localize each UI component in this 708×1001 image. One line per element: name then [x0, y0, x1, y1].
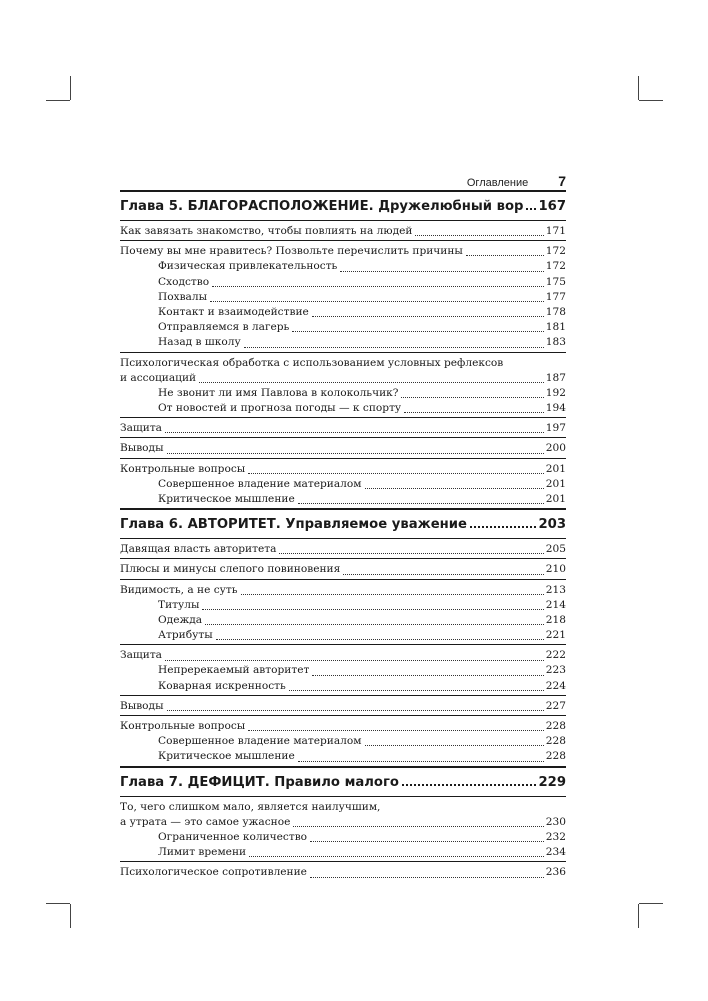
toc-group — [120, 353, 566, 419]
crop-mark-top-right — [638, 76, 639, 100]
entry-page: 223 — [545, 664, 566, 677]
entry-title: а утрата — это самое ужасное — [120, 815, 291, 828]
chapter-title: Глава 7. ДЕФИЦИТ. Правило малого — [120, 774, 399, 790]
toc-entry[interactable] — [120, 542, 566, 557]
entry-title: Атрибуты — [158, 629, 213, 642]
toc-subentry[interactable] — [120, 830, 566, 845]
dot-leader — [165, 432, 544, 433]
dot-leader — [165, 660, 544, 661]
toc-entry[interactable] — [120, 583, 566, 598]
entry-title: Видимость, а не суть — [120, 583, 238, 596]
dot-leader — [310, 841, 544, 842]
toc-entry[interactable] — [120, 562, 566, 577]
crop-mark-top-left — [46, 100, 70, 101]
chapter-page: 229 — [538, 774, 566, 790]
entry-title: Критическое мышление — [158, 750, 295, 763]
toc-group — [120, 645, 566, 696]
entry-title: Как завязать знакомство, чтобы повлиять на людей — [120, 224, 413, 237]
toc-group — [120, 241, 566, 352]
entry-title: Выводы — [120, 699, 164, 712]
entry-page: 222 — [545, 649, 566, 662]
entry-page: 197 — [545, 422, 566, 435]
entry-page: 227 — [545, 699, 566, 712]
dot-leader — [401, 397, 543, 398]
entry-page: 214 — [545, 598, 566, 611]
entry-title: и ассоциаций — [120, 371, 197, 384]
dot-leader — [248, 473, 544, 474]
toc-subentry[interactable] — [120, 335, 566, 350]
dot-leader — [210, 301, 544, 302]
crop-mark-bottom-right — [639, 903, 663, 904]
toc-subentry[interactable] — [120, 734, 566, 749]
toc-subentry[interactable] — [120, 628, 566, 643]
chapter-page: 167 — [538, 199, 566, 214]
dot-leader — [244, 347, 544, 348]
dot-leader — [298, 761, 544, 762]
toc-group — [120, 459, 566, 509]
dot-leader — [212, 286, 544, 287]
entry-page: 181 — [545, 321, 566, 334]
toc-subentry[interactable] — [120, 275, 566, 290]
entry-page: 172 — [545, 260, 566, 273]
chapter-heading[interactable] — [120, 768, 566, 792]
toc-group — [120, 438, 566, 458]
entry-title: Отправляемся в лагерь — [158, 321, 290, 334]
entry-page: 205 — [545, 543, 566, 556]
entry-page: 228 — [545, 750, 566, 763]
dot-leader — [404, 412, 544, 413]
page-number: 7 — [558, 173, 566, 189]
chapter-section — [120, 508, 566, 765]
toc-subentry[interactable] — [120, 290, 566, 305]
crop-mark-top-right — [639, 100, 663, 101]
entry-page: 201 — [545, 492, 566, 505]
entry-title: Почему вы мне нравитесь? Позвольте перечислить причины — [120, 245, 463, 258]
toc-entry[interactable] — [120, 421, 566, 436]
dot-leader — [289, 690, 544, 691]
toc-entry[interactable] — [120, 815, 566, 830]
entry-page: 224 — [545, 679, 566, 692]
chapter-title: Глава 6. АВТОРИТЕТ. Управляемое уважение — [120, 517, 467, 533]
dot-leader — [248, 730, 544, 731]
entry-page: 172 — [545, 245, 566, 258]
entry-page: 232 — [545, 830, 566, 843]
chapter-title: Глава 5. БЛАГОРАСПОЛОЖЕНИЕ. Дружелюбный вор — [120, 199, 524, 214]
dot-leader — [402, 784, 537, 786]
entry-page: 201 — [545, 477, 566, 490]
entry-title: Давящая власть авторитета — [120, 543, 277, 556]
dot-leader — [292, 331, 543, 332]
dot-leader — [241, 594, 544, 595]
entry-page: 221 — [545, 629, 566, 642]
dot-leader — [279, 553, 543, 554]
entry-page: 177 — [545, 290, 566, 303]
entry-title: Титулы — [158, 598, 200, 611]
toc-entry[interactable] — [120, 462, 566, 477]
toc-entry[interactable] — [120, 699, 566, 714]
toc-entry[interactable] — [120, 865, 566, 880]
entry-title: Коварная искренность — [158, 679, 286, 692]
toc-group — [120, 580, 566, 646]
entry-page: 183 — [545, 336, 566, 349]
toc-entry[interactable] — [120, 371, 566, 386]
toc-group — [120, 716, 566, 766]
entry-title: Одежда — [158, 613, 203, 626]
toc-subentry[interactable] — [120, 320, 566, 335]
entry-page: 234 — [545, 846, 566, 859]
chapter-heading[interactable] — [120, 510, 566, 534]
entry-title: Похвалы — [158, 290, 208, 303]
entry-title: Совершенное владение материалом — [158, 477, 362, 490]
dot-leader — [365, 488, 544, 489]
entry-first-line: Психологическая обработка с использованием условных рефлексов — [120, 356, 504, 369]
entry-title: Лимит времени — [158, 846, 247, 859]
dot-leader — [340, 271, 543, 272]
toc-subentry[interactable] — [120, 664, 566, 679]
toc-group — [120, 862, 566, 881]
toc-group — [120, 539, 566, 559]
entry-page: 230 — [545, 815, 566, 828]
entry-title: Плюсы и минусы слепого повиновения — [120, 563, 341, 576]
chapter-section — [120, 190, 566, 508]
dot-leader — [167, 710, 544, 711]
toc-subentry[interactable] — [120, 845, 566, 860]
entry-page: 194 — [545, 402, 566, 415]
entry-title: Совершенное владение материалом — [158, 735, 362, 748]
dot-leader — [249, 856, 544, 857]
entry-title: Контрольные вопросы — [120, 462, 246, 475]
entry-page: 178 — [545, 305, 566, 318]
entry-page: 236 — [545, 866, 566, 879]
dot-leader — [167, 453, 544, 454]
entry-title: Не звонит ли имя Павлова в колокольчик? — [158, 386, 399, 399]
dot-leader — [415, 235, 543, 236]
toc-subentry[interactable] — [120, 749, 566, 764]
entry-title: Назад в школу — [158, 336, 241, 349]
toc-subentry[interactable] — [120, 305, 566, 320]
crop-mark-bottom-left — [46, 903, 70, 904]
dot-leader — [310, 877, 544, 878]
entry-page: 192 — [545, 386, 566, 399]
entry-page: 228 — [545, 735, 566, 748]
toc-subentry[interactable] — [120, 679, 566, 694]
entry-page: 200 — [545, 442, 566, 455]
toc-subentry[interactable] — [120, 259, 566, 274]
entry-title: Защита — [120, 422, 163, 435]
entry-page: 201 — [545, 462, 566, 475]
toc-subentry[interactable] — [120, 386, 566, 401]
chapter-heading[interactable] — [120, 192, 566, 216]
entry-page: 187 — [545, 371, 566, 384]
entry-page: 175 — [545, 275, 566, 288]
dot-leader — [205, 624, 544, 625]
entry-page: 228 — [545, 720, 566, 733]
dot-leader — [470, 526, 537, 528]
entry-first-line: То, чего слишком мало, является наилучшим, — [120, 800, 381, 813]
dot-leader — [526, 208, 536, 210]
dot-leader — [216, 639, 544, 640]
entry-title: Ограниченное количество — [158, 830, 308, 843]
crop-mark-bottom-right — [638, 904, 639, 928]
toc-entry[interactable] — [120, 648, 566, 663]
entry-title: Непререкаемый авторитет — [158, 664, 310, 677]
running-title: Оглавление — [466, 177, 529, 189]
dot-leader — [293, 826, 543, 827]
dot-leader — [312, 675, 543, 676]
entry-page: 210 — [545, 563, 566, 576]
dot-leader — [365, 745, 544, 746]
toc-group — [120, 418, 566, 438]
toc-subentry[interactable] — [120, 598, 566, 613]
entry-title: Выводы — [120, 442, 164, 455]
crop-mark-top-left — [70, 76, 71, 100]
toc-group — [120, 221, 566, 241]
entry-title: Физическая привлекательность — [158, 260, 338, 273]
table-of-contents — [120, 190, 566, 882]
dot-leader — [202, 609, 543, 610]
toc-entry[interactable] — [120, 441, 566, 456]
toc-subentry[interactable] — [120, 613, 566, 628]
toc-entry[interactable] — [120, 719, 566, 734]
entry-title: Сходство — [158, 275, 210, 288]
toc-group — [120, 559, 566, 579]
entry-title: От новостей и прогноза погоды — к спорту — [158, 402, 402, 415]
dot-leader — [343, 574, 543, 575]
toc-group — [120, 797, 566, 863]
crop-mark-bottom-left — [70, 904, 71, 928]
toc-subentry[interactable] — [120, 492, 566, 507]
toc-entry[interactable] — [120, 244, 566, 259]
toc-subentry[interactable] — [120, 477, 566, 492]
entry-title: Контакт и взаимодействие — [158, 305, 309, 318]
toc-group — [120, 696, 566, 716]
entry-page: 218 — [545, 613, 566, 626]
entry-page: 171 — [545, 224, 566, 237]
entry-title: Психологическое сопротивление — [120, 866, 307, 879]
dot-leader — [298, 503, 544, 504]
entry-page: 213 — [545, 583, 566, 596]
page-header — [120, 173, 566, 189]
dot-leader — [199, 382, 544, 383]
dot-leader — [312, 316, 544, 317]
toc-subentry[interactable] — [120, 401, 566, 416]
chapter-page: 203 — [538, 517, 566, 533]
entry-title: Контрольные вопросы — [120, 720, 246, 733]
entry-title: Защита — [120, 649, 163, 662]
dot-leader — [466, 255, 544, 256]
toc-entry[interactable] — [120, 224, 566, 239]
entry-title: Критическое мышление — [158, 492, 295, 505]
chapter-section — [120, 766, 566, 882]
